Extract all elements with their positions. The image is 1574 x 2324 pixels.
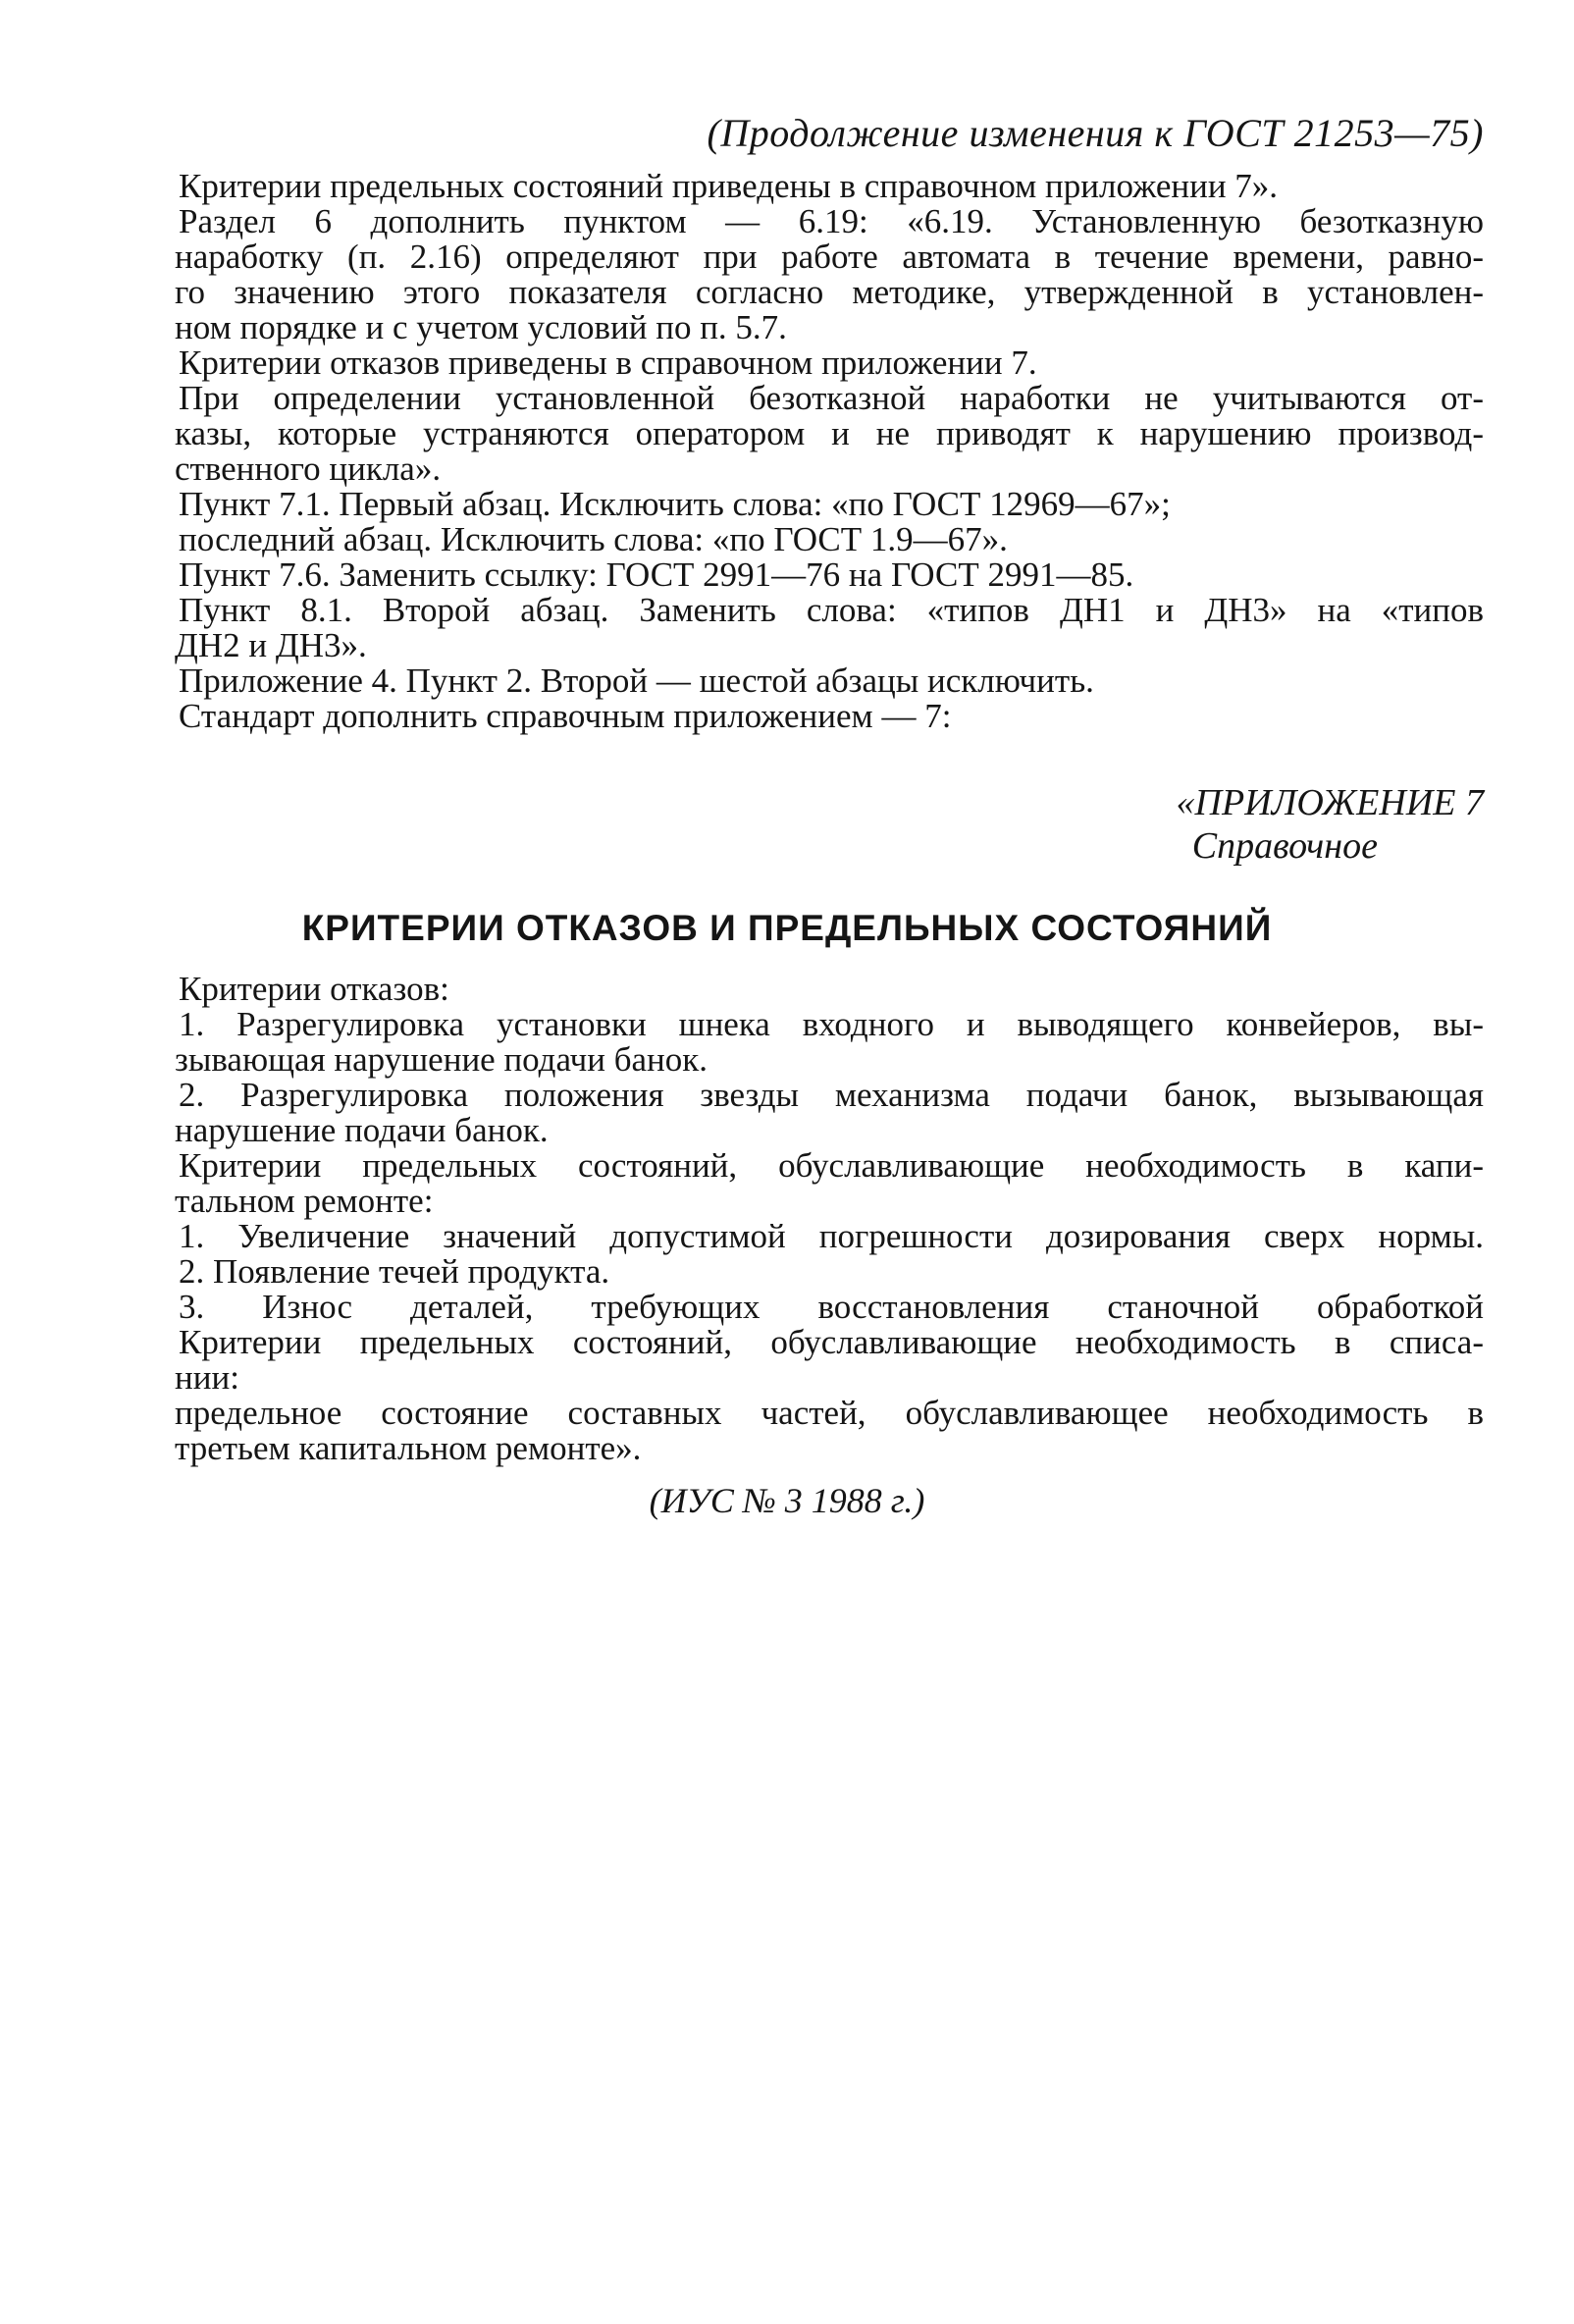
text-line: ном порядке и с учетом условий по п. 5.7. (175, 308, 787, 346)
text-line: ДН2 и ДН3». (175, 626, 367, 664)
text-line: предельное состояние составных частей, обуславливающее необходимость в (175, 1394, 1484, 1432)
text-line: 1. Разрегулировка установки шнека входного и выводящего конвейеров, вы- (179, 1005, 1484, 1043)
text-line: Пункт 8.1. Второй абзац. Заменить слова: «типов ДН1 и ДН3» на «типов (179, 591, 1484, 629)
text-line: Пункт 7.6. Заменить ссылку: ГОСТ 2991—76 на ГОСТ 2991—85. (179, 555, 1134, 594)
text-line: Стандарт дополнить справочным приложением — 7: (179, 697, 952, 735)
text-line: ственного цикла». (175, 449, 442, 488)
amendment-body (175, 169, 1484, 734)
text-line: Приложение 4. Пункт 2. Второй — шестой абзацы исключить. (179, 661, 1094, 700)
section-title: КРИТЕРИИ ОТКАЗОВ И ПРЕДЕЛЬНЫХ СОСТОЯНИЙ (301, 908, 1273, 948)
text-line: 2. Появление течей продукта. (179, 1252, 610, 1291)
text-line: 2. Разрегулировка положения звезды механизма подачи банок, вызывающая (179, 1076, 1484, 1114)
text-line: Критерии предельных состояний, обуславливающие необходимость в капи- (179, 1146, 1484, 1185)
text-line: тальном ремонте: (175, 1182, 434, 1220)
text-line: Критерии отказов приведены в справочном приложении 7. (179, 343, 1037, 382)
text-line: Пункт 7.1. Первый абзац. Исключить слова: «по ГОСТ 12969—67»; (179, 485, 1171, 523)
appendix-label-block (1177, 781, 1484, 868)
continuation-header: (Продолжение изменения к ГОСТ 21253—75) (707, 111, 1484, 155)
text-line: Критерии предельных состояний приведены в справочном приложении 7». (179, 167, 1279, 205)
text-line: зывающая нарушение подачи банок. (175, 1040, 708, 1079)
publication-reference: (ИУС № 3 1988 г.) (649, 1481, 925, 1520)
text-line: последний абзац. Исключить слова: «по ГОСТ 1.9—67». (179, 520, 1008, 558)
text-line: казы, которые устраняются оператором и не приводят к нарушению производ- (175, 414, 1484, 452)
text-line: Критерии предельных состояний, обуславливающие необходимость в списа- (179, 1323, 1484, 1361)
appendix-type: Справочное (1191, 825, 1378, 867)
text-line: 1. Увеличение значений допустимой погрешности дозирования сверх нормы. (179, 1217, 1484, 1255)
text-line: Раздел 6 дополнить пунктом — 6.19: «6.19. Установленную безотказную (179, 202, 1484, 240)
text-line: наработку (п. 2.16) определяют при работе автомата в течение времени, равно- (175, 238, 1484, 276)
text-line: При определении установленной безотказной наработки не учитываются от- (179, 379, 1484, 417)
criteria-body (175, 972, 1484, 1466)
text-line: нии: (175, 1358, 239, 1397)
text-line: Критерии отказов: (179, 970, 449, 1008)
text-line: нарушение подачи банок. (175, 1111, 549, 1149)
appendix-label: «ПРИЛОЖЕНИЕ 7 (1176, 782, 1484, 823)
text-line: 3. Износ деталей, требующих восстановления станочной обработкой (179, 1288, 1484, 1326)
text-line: го значению этого показателя согласно методике, утвержденной в установлен- (175, 273, 1484, 311)
text-line: третьем капитальном ремонте». (175, 1429, 642, 1467)
